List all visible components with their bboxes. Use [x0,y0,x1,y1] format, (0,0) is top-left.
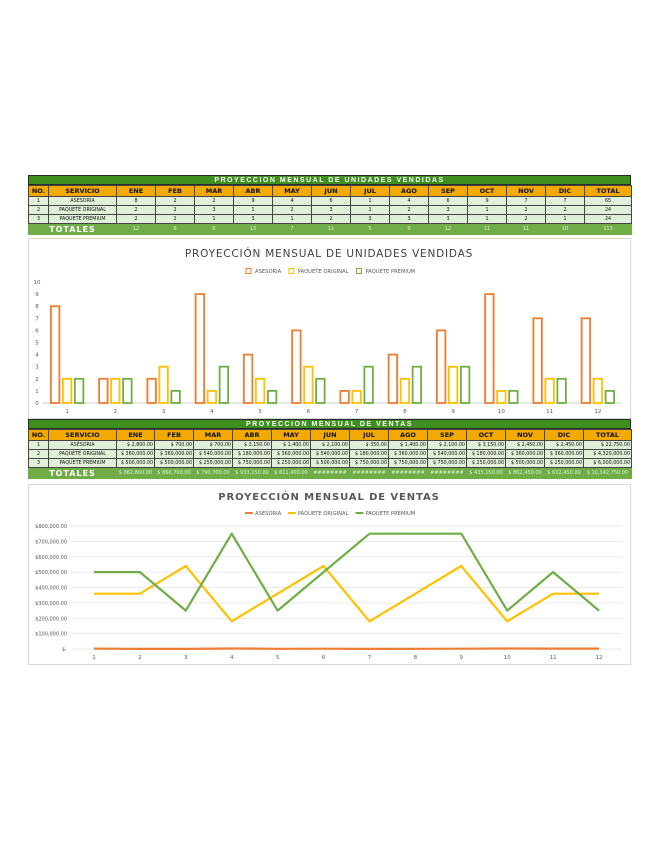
units-cell: 3 [429,206,468,215]
units-header-cell: NOV [507,186,546,197]
bar-chart-y-tick-label: 6 [35,328,39,335]
sales-cell: PAQUETE PREMIUM [49,459,117,468]
units-header-cell: NO. [29,186,49,197]
sales-cell: $ 180,000.00 [350,450,389,459]
line-chart-series-line [94,566,599,621]
units-total-cell: 11 [312,224,351,235]
sales-total-cell: $ 612,450.00 [545,468,584,479]
bar-chart-bar [304,367,313,403]
bar-chart-legend-label: ASESORIA [255,269,282,275]
bar-chart-legend-label: PAQUETE PREMIUM [365,269,416,275]
units-cell: 2 [507,206,546,215]
sales-cell: $ 3,150.00 [467,441,506,450]
bar-chart-bar [208,391,217,403]
units-cell: 24 [585,215,632,224]
units-header-cell: SEP [429,186,468,197]
bar-chart-bar [449,367,458,403]
line-chart-x-tick-label: 1 [92,655,96,661]
sales-header-cell: NO. [29,430,49,441]
units-cell: 2 [117,215,156,224]
units-cell: 9 [468,197,507,206]
sales-cell: $ 2,100.00 [311,441,350,450]
units-table-title: PROYECCION MENSUAL DE UNIDADES VENDIDAS [28,175,631,185]
bar-chart-bar [582,318,591,403]
units-header-cell: OCT [468,186,507,197]
units-total-cell: 12 [429,224,468,235]
units-total-cell: 11 [507,224,546,235]
units-total-cell: 11 [468,224,507,235]
sales-table [28,429,632,479]
bar-chart-legend-item [356,269,415,276]
line-chart-y-tick-label: $500,000.00 [35,570,67,577]
sales-total-cell: $ 611,400.00 [272,468,311,479]
units-cell: 1 [468,215,507,224]
line-chart-legend-item [288,511,349,517]
units-totals-row [29,224,632,235]
bar-chart-bar [159,367,168,403]
units-header-cell: ENE [117,186,156,197]
line-chart-y-tick-label: $200,000.00 [35,616,67,623]
bar-chart-x-tick-label: 11 [546,409,554,415]
units-header-cell: ABR [234,186,273,197]
units-total-cell: 12 [117,224,156,235]
line-chart-x-tick-label: 10 [503,655,511,661]
units-cell: 1 [273,215,312,224]
sales-total-cell: $ 862,450.00 [506,468,545,479]
units-cell: 2 [273,206,312,215]
units-cell: ASESORIA [49,197,117,206]
sales-cell: $ 180,000.00 [467,450,506,459]
units-total-cell: 113 [585,224,632,235]
sales-cell: $ 500,000.00 [311,459,350,468]
sales-cell: PAQUETE ORIGINAL [49,450,117,459]
sales-cell: $ 540,000.00 [311,450,350,459]
bar-chart-bar [268,391,277,403]
sales-cell: $ 700.00 [194,441,233,450]
bar-chart-bar [292,330,301,403]
bar-chart-bar [533,318,542,403]
sales-cell: $ 22,750.00 [584,441,632,450]
units-cell: 2 [156,215,195,224]
bar-chart-bar [437,330,446,403]
units-total-cell: 7 [273,224,312,235]
bar-chart-x-tick-label: 4 [210,409,214,415]
sales-cell: $ 1,400.00 [389,441,428,450]
sales-total-cell: ######## [428,468,467,479]
sales-cell: $ 540,000.00 [428,450,467,459]
line-chart-y-tick-label: $- [62,647,67,653]
units-cell: 2 [390,206,429,215]
sales-cell: $ 500,000.00 [506,459,545,468]
line-chart-y-tick-label: $100,000.00 [35,631,67,638]
units-header-cell: TOTAL [585,186,632,197]
sales-cell: $ 3,150.00 [233,441,272,450]
units-cell: 3 [195,206,234,215]
sales-total-cell: $ 862,800.00 [117,468,155,479]
sales-cell: $ 1,400.00 [272,441,311,450]
units-cell: 3 [29,215,49,224]
units-total-cell: 10 [546,224,585,235]
bar-chart-bar [244,355,253,403]
line-chart-x-tick-label: 2 [138,655,142,661]
bar-chart-bar [123,379,132,403]
units-cell: 8 [117,197,156,206]
units-row [29,197,632,206]
sales-cell: $ 2,450.00 [506,441,545,450]
units-cell: 3 [234,215,273,224]
units-cell: 4 [273,197,312,206]
sales-header-cell: MAR [194,430,233,441]
sales-cell: $ 250,000.00 [467,459,506,468]
bar-chart-x-tick-label: 2 [113,409,118,415]
units-cell: 7 [507,197,546,206]
sales-cell: $ 750,000.00 [428,459,467,468]
sales-total-cell: $ 433,150.00 [467,468,506,479]
units-cell: 3 [429,215,468,224]
units-header-cell: JUN [312,186,351,197]
units-cell: 4 [390,197,429,206]
units-cell: 6 [312,197,351,206]
units-cell: 1 [29,197,49,206]
bar-chart-x-tick-label: 7 [354,409,359,415]
units-bar-chart [28,238,631,419]
sales-cell: $ 180,000.00 [233,450,272,459]
bar-chart-bar [485,294,494,403]
bar-chart-x-tick-label: 6 [306,409,311,415]
bar-chart-bar [606,391,615,403]
bar-chart-y-tick-label: 1 [35,388,39,395]
bar-chart-legend-label: PAQUETE ORIGINAL [297,269,349,275]
sales-total-cell: ######## [311,468,350,479]
units-cell: 7 [546,197,585,206]
line-chart-x-tick-label: 5 [275,655,280,661]
units-cell: 2 [195,197,234,206]
units-cell: 2 [312,215,351,224]
sales-cell: $ 500,000.00 [117,459,155,468]
units-table-section [28,175,631,235]
units-cell: 9 [234,197,273,206]
units-cell: 2 [546,206,585,215]
bar-chart-y-tick-label: 0 [35,401,39,407]
units-cell: 2 [156,197,195,206]
units-total-cell: 13 [234,224,273,235]
sales-header-row [29,430,632,441]
units-cell: PAQUETE PREMIUM [49,215,117,224]
bar-chart-y-tick-label: 9 [35,292,39,299]
bar-chart-bar [497,391,506,403]
units-header-cell: DIC [546,186,585,197]
bar-chart-legend-item [289,269,349,276]
units-header-row [29,186,632,197]
bar-chart-y-tick-label: 4 [35,352,39,359]
units-cell: 65 [585,197,632,206]
sales-cell: $ 360,000.00 [389,450,428,459]
units-total-cell: 6 [195,224,234,235]
line-chart-x-tick-label: 8 [413,655,418,661]
bar-chart-bar [51,306,60,403]
bar-chart-x-tick-label: 10 [497,409,505,415]
line-chart-y-tick-label: $400,000.00 [35,585,67,592]
units-header-cell: MAY [273,186,312,197]
units-cell: 1 [468,206,507,215]
bar-chart-x-tick-label: 5 [258,409,262,415]
bar-chart-bar [594,379,603,403]
units-total-cell: 9 [390,224,429,235]
units-cell: 3 [351,215,390,224]
sales-cell: $ 250,000.00 [545,459,584,468]
bar-chart-bar [99,379,108,403]
sales-header-cell: DIC [545,430,584,441]
line-chart-x-tick-label: 12 [595,655,603,661]
units-header-cell: SERVICIO [49,186,117,197]
sales-totals-label: TOTALES [29,468,117,479]
units-row [29,206,632,215]
bar-chart-bar [316,379,325,403]
units-total-cell: 5 [351,224,390,235]
sales-line-chart [28,484,631,665]
units-bar-chart-svg [29,239,630,418]
sales-total-cell: $ 933,150.00 [233,468,272,479]
line-chart-x-tick-label: 7 [367,655,372,661]
units-row [29,215,632,224]
bar-chart-x-tick-label: 1 [65,409,69,415]
units-totals-label: TOTALES [29,224,117,235]
line-chart-legend-item [245,511,282,517]
line-chart-y-tick-label: $800,000.00 [35,524,67,530]
sales-cell: ASESORIA [49,441,117,450]
bar-chart-bar [111,379,120,403]
bar-chart-bar [352,391,361,403]
units-table [28,185,632,235]
sales-header-cell: AGO [389,430,428,441]
sales-cell: $ 360,000.00 [155,450,194,459]
bar-chart-bar [545,379,554,403]
sales-header-cell: ABR [233,430,272,441]
units-cell: 2 [156,206,195,215]
sales-cell: $ 750,000.00 [350,459,389,468]
bar-chart-x-tick-label: 3 [161,409,166,415]
units-cell: 1 [195,215,234,224]
sales-row [29,459,632,468]
units-total-cell: 6 [156,224,195,235]
line-chart-legend-item [355,511,415,517]
units-cell: 1 [234,206,273,215]
units-cell: 24 [585,206,632,215]
sales-row [29,450,632,459]
line-chart-y-tick-label: $300,000.00 [35,600,67,607]
units-header-cell: AGO [390,186,429,197]
units-cell: 2 [117,206,156,215]
sales-header-cell: TOTAL [584,430,632,441]
bar-chart-title: PROYECCIÓN MENSUAL DE UNIDADES VENDIDAS [184,248,474,260]
line-chart-legend-label: PAQUETE ORIGINAL [297,511,349,517]
bar-chart-bar [147,379,156,403]
bar-chart-y-tick-label: 8 [35,304,39,311]
sales-header-cell: SERVICIO [49,430,117,441]
sales-cell: $ 500,000.00 [155,459,194,468]
sales-totals-row [29,468,632,479]
units-header-cell: FEB [156,186,195,197]
sales-cell: $ 2,800.00 [117,441,155,450]
sales-line-chart-svg [29,485,630,664]
sales-cell: $ 750,000.00 [389,459,428,468]
line-chart-legend-label: ASESORIA [255,511,282,517]
sales-cell: $ 360,000.00 [506,450,545,459]
sales-header-cell: NOV [506,430,545,441]
sales-header-cell: ENE [117,430,155,441]
sales-header-cell: JUN [311,430,350,441]
units-cell: 2 [29,206,49,215]
bar-chart-y-tick-label: 10 [33,280,41,286]
sales-cell: $ 360,000.00 [117,450,155,459]
sales-header-cell: MAY [272,430,311,441]
bar-chart-x-tick-label: 12 [594,409,602,415]
sales-total-cell: $ 860,700.00 [155,468,194,479]
units-cell: 6 [429,197,468,206]
line-chart-legend-label: PAQUETE PREMIUM [365,511,416,517]
bar-chart-x-tick-label: 9 [451,409,455,415]
units-cell: 1 [351,206,390,215]
sales-header-cell: SEP [428,430,467,441]
sales-cell: $ 750,000.00 [233,459,272,468]
units-header-cell: MAR [195,186,234,197]
units-header-cell: JUL [351,186,390,197]
units-cell: 1 [351,197,390,206]
bar-chart-bar [196,294,205,403]
sales-cell: 1 [29,441,49,450]
line-chart-x-tick-label: 3 [184,655,188,661]
bar-chart-bar [509,391,518,403]
sales-header-cell: JUL [350,430,389,441]
sales-cell: $ 6,000,000.00 [584,459,632,468]
sales-cell: $ 250,000.00 [194,459,233,468]
units-cell: 3 [312,206,351,215]
sales-cell: $ 2,100.00 [428,441,467,450]
sales-total-cell: ######## [389,468,428,479]
bar-chart-bar [389,355,398,403]
bar-chart-bar [220,367,229,403]
bar-chart-bar [557,379,566,403]
bar-chart-bar [340,391,349,403]
units-cell: 3 [390,215,429,224]
sales-cell: $ 2,450.00 [545,441,584,450]
sales-header-cell: FEB [155,430,194,441]
sales-total-cell: $ 10,342,750.00 [584,468,632,479]
bar-chart-x-tick-label: 8 [403,409,407,415]
sales-cell: $ 350.00 [350,441,389,450]
line-chart-x-tick-label: 9 [459,655,464,661]
bar-chart-bar [461,367,470,403]
bar-chart-y-tick-label: 7 [35,316,39,323]
bar-chart-bar [75,379,84,403]
sales-cell: $ 250,000.00 [272,459,311,468]
sales-cell: 2 [29,450,49,459]
units-cell: 1 [546,215,585,224]
bar-chart-y-tick-label: 2 [35,376,39,383]
bar-chart-bar [256,379,265,403]
line-chart-x-tick-label: 6 [321,655,326,661]
units-cell: 2 [507,215,546,224]
bar-chart-bar [171,391,180,403]
line-chart-y-tick-label: $700,000.00 [35,539,67,546]
sales-cell: $ 360,000.00 [545,450,584,459]
bar-chart-y-tick-label: 5 [35,340,39,347]
sales-row [29,441,632,450]
line-chart-x-tick-label: 4 [229,655,234,661]
sales-table-section [28,419,631,479]
units-cell: PAQUETE ORIGINAL [49,206,117,215]
sales-total-cell: ######## [350,468,389,479]
sales-cell: 3 [29,459,49,468]
bar-chart-bar [364,367,373,403]
sales-total-cell: $ 790,700.00 [194,468,233,479]
line-chart-x-tick-label: 11 [549,655,557,661]
bar-chart-legend-item [246,269,282,276]
line-chart-title: PROYECCIÓN MENSUAL DE VENTAS [218,492,440,503]
sales-cell: $ 700.00 [155,441,194,450]
sales-table-title: PROYECCION MENSUAL DE VENTAS [28,419,631,429]
bar-chart-y-tick-label: 3 [35,364,39,371]
bar-chart-bar [401,379,410,403]
line-chart-y-tick-label: $600,000.00 [35,554,67,561]
sales-header-cell: OCT [467,430,506,441]
sales-cell: $ 360,000.00 [272,450,311,459]
bar-chart-bar [63,379,72,403]
bar-chart-bar [413,367,422,403]
sales-cell: $ 540,000.00 [194,450,233,459]
sales-cell: $ 4,320,000.00 [584,450,632,459]
